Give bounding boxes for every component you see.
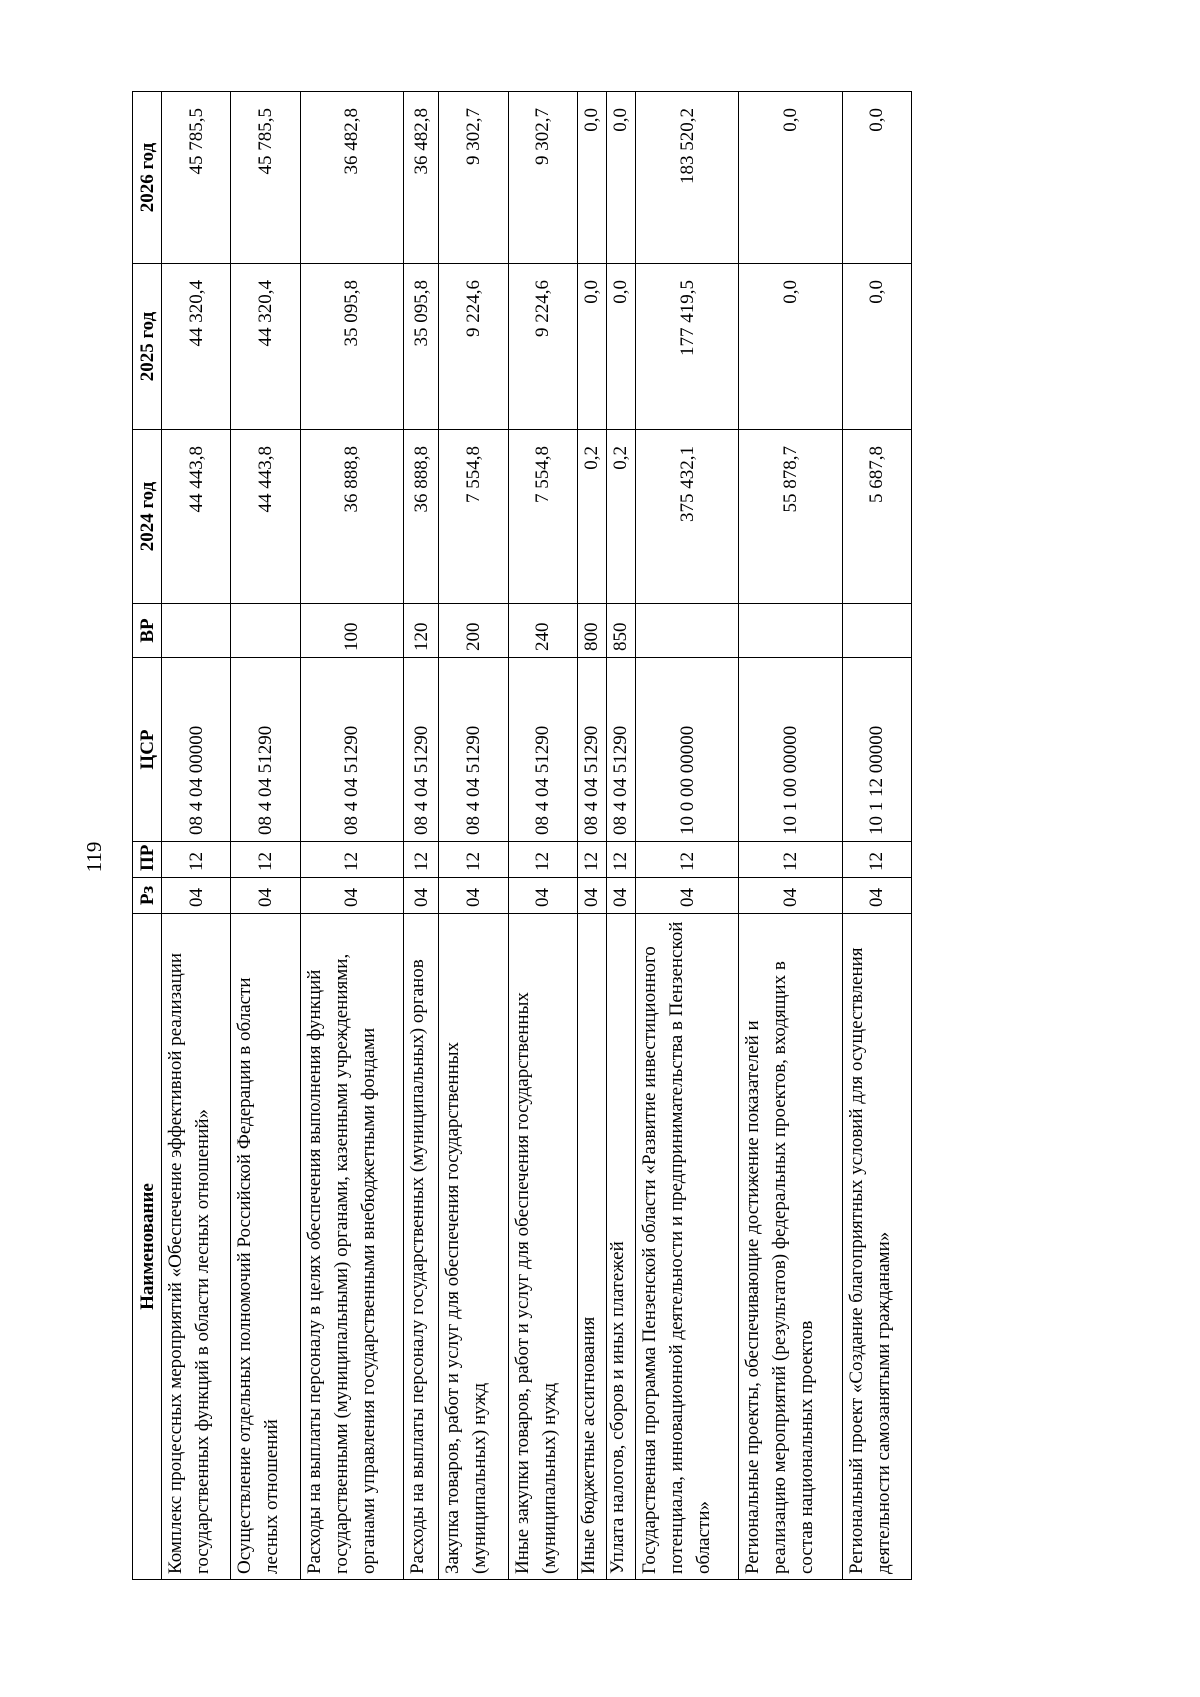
row-2024: 7 554,8 xyxy=(439,430,508,604)
table-row xyxy=(635,92,738,1580)
row-csr: 10 0 00 00000 xyxy=(635,658,738,842)
page-number: 119 xyxy=(82,841,106,873)
header-rz: Рз xyxy=(133,878,162,914)
row-2025: 0,0 xyxy=(739,264,842,430)
row-vr xyxy=(231,604,300,658)
table-row xyxy=(300,92,403,1580)
row-vr: 200 xyxy=(439,604,508,658)
row-rz: 04 xyxy=(508,878,577,914)
row-pr: 12 xyxy=(606,842,635,878)
row-name: Региональные проекты, обеспечивающие достижение показателей и реализацию мероприятий (результатов) федеральных проектов, входящих в состав национальных проектов xyxy=(739,914,842,1580)
table-row xyxy=(508,92,577,1580)
row-csr: 08 4 04 51290 xyxy=(231,658,300,842)
row-pr: 12 xyxy=(842,842,911,878)
row-rz: 04 xyxy=(403,878,438,914)
row-name: Расходы на выплаты персоналу государственных (муниципальных) органов xyxy=(403,914,438,1580)
row-csr: 08 4 04 51290 xyxy=(403,658,438,842)
table-row xyxy=(403,92,438,1580)
header-2025: 2025 год xyxy=(133,264,162,430)
row-2025: 0,0 xyxy=(577,264,606,430)
budget-table xyxy=(132,91,912,1580)
table-row xyxy=(577,92,606,1580)
row-csr: 08 4 04 00000 xyxy=(162,658,231,842)
row-2025: 44 320,4 xyxy=(231,264,300,430)
row-csr: 08 4 04 51290 xyxy=(439,658,508,842)
row-2024: 5 687,8 xyxy=(842,430,911,604)
row-rz: 04 xyxy=(162,878,231,914)
row-pr: 12 xyxy=(508,842,577,878)
row-rz: 04 xyxy=(300,878,403,914)
row-name: Закупка товаров, работ и услуг для обеспечения государственных (муниципальных) нужд xyxy=(439,914,508,1580)
table-row xyxy=(231,92,300,1580)
row-2026: 9 302,7 xyxy=(508,92,577,264)
row-name: Региональный проект «Создание благоприятных условий для осуществления деятельности самозанятыми гражданами» xyxy=(842,914,911,1580)
row-pr: 12 xyxy=(403,842,438,878)
header-vr: ВР xyxy=(133,604,162,658)
row-rz: 04 xyxy=(577,878,606,914)
row-2024: 55 878,7 xyxy=(739,430,842,604)
row-2026: 0,0 xyxy=(739,92,842,264)
table-row xyxy=(842,92,911,1580)
header-csr: ЦСР xyxy=(133,658,162,842)
table-row xyxy=(606,92,635,1580)
row-csr: 08 4 04 51290 xyxy=(606,658,635,842)
row-rz: 04 xyxy=(231,878,300,914)
row-name: Государственная программа Пензенской области «Развитие инвестиционного потенциала, инновационной деятельности и предпринимательства в Пензенской области» xyxy=(635,914,738,1580)
row-rz: 04 xyxy=(739,878,842,914)
row-rz: 04 xyxy=(606,878,635,914)
row-2026: 0,0 xyxy=(606,92,635,264)
row-rz: 04 xyxy=(439,878,508,914)
header-name: Наименование xyxy=(133,914,162,1580)
header-pr: ПР xyxy=(133,842,162,878)
row-2026: 45 785,5 xyxy=(231,92,300,264)
row-name: Иные бюджетные ассигнования xyxy=(577,914,606,1580)
row-2025: 0,0 xyxy=(606,264,635,430)
row-2024: 36 888,8 xyxy=(403,430,438,604)
row-2025: 9 224,6 xyxy=(439,264,508,430)
budget-table-rotated xyxy=(132,92,912,1580)
row-name: Осуществление отдельных полномочий Российской Федерации в области лесных отношений xyxy=(231,914,300,1580)
row-2026: 0,0 xyxy=(577,92,606,264)
row-2025: 0,0 xyxy=(842,264,911,430)
row-pr: 12 xyxy=(231,842,300,878)
row-2024: 44 443,8 xyxy=(231,430,300,604)
row-2024: 0,2 xyxy=(606,430,635,604)
row-csr: 08 4 04 51290 xyxy=(300,658,403,842)
row-pr: 12 xyxy=(739,842,842,878)
row-2024: 44 443,8 xyxy=(162,430,231,604)
row-2026: 36 482,8 xyxy=(403,92,438,264)
row-pr: 12 xyxy=(635,842,738,878)
row-rz: 04 xyxy=(635,878,738,914)
row-vr: 240 xyxy=(508,604,577,658)
row-2026: 45 785,5 xyxy=(162,92,231,264)
row-2025: 9 224,6 xyxy=(508,264,577,430)
row-name: Комплекс процессных мероприятий «Обеспечение эффективной реализации государственных функций в области лесных отношений» xyxy=(162,914,231,1580)
row-csr: 10 1 12 00000 xyxy=(842,658,911,842)
row-name: Уплата налогов, сборов и иных платежей xyxy=(606,914,635,1580)
header-2024: 2024 год xyxy=(133,430,162,604)
row-2025: 44 320,4 xyxy=(162,264,231,430)
row-name: Иные закупки товаров, работ и услуг для обеспечения государственных (муниципальных) нужд xyxy=(508,914,577,1580)
row-pr: 12 xyxy=(300,842,403,878)
table-header-row xyxy=(133,92,162,1580)
row-2026: 183 520,2 xyxy=(635,92,738,264)
row-2024: 0,2 xyxy=(577,430,606,604)
row-csr: 10 1 00 00000 xyxy=(739,658,842,842)
table-row xyxy=(739,92,842,1580)
table-row xyxy=(439,92,508,1580)
row-csr: 08 4 04 51290 xyxy=(508,658,577,842)
row-2026: 36 482,8 xyxy=(300,92,403,264)
row-vr xyxy=(842,604,911,658)
row-2025: 35 095,8 xyxy=(403,264,438,430)
row-rz: 04 xyxy=(842,878,911,914)
row-vr xyxy=(162,604,231,658)
row-vr: 850 xyxy=(606,604,635,658)
row-vr xyxy=(739,604,842,658)
row-2024: 7 554,8 xyxy=(508,430,577,604)
row-2025: 35 095,8 xyxy=(300,264,403,430)
row-2024: 36 888,8 xyxy=(300,430,403,604)
row-pr: 12 xyxy=(162,842,231,878)
row-pr: 12 xyxy=(577,842,606,878)
row-pr: 12 xyxy=(439,842,508,878)
table-row xyxy=(162,92,231,1580)
row-2025: 177 419,5 xyxy=(635,264,738,430)
header-2026: 2026 год xyxy=(133,92,162,264)
row-2026: 0,0 xyxy=(842,92,911,264)
row-2024: 375 432,1 xyxy=(635,430,738,604)
row-csr: 08 4 04 51290 xyxy=(577,658,606,842)
row-vr: 800 xyxy=(577,604,606,658)
row-name: Расходы на выплаты персоналу в целях обеспечения выполнения функций государственными (муниципальными) органами, казенными учреждениями, органами управления государственными внебюджетными фондами xyxy=(300,914,403,1580)
row-vr xyxy=(635,604,738,658)
row-2026: 9 302,7 xyxy=(439,92,508,264)
row-vr: 100 xyxy=(300,604,403,658)
row-vr: 120 xyxy=(403,604,438,658)
